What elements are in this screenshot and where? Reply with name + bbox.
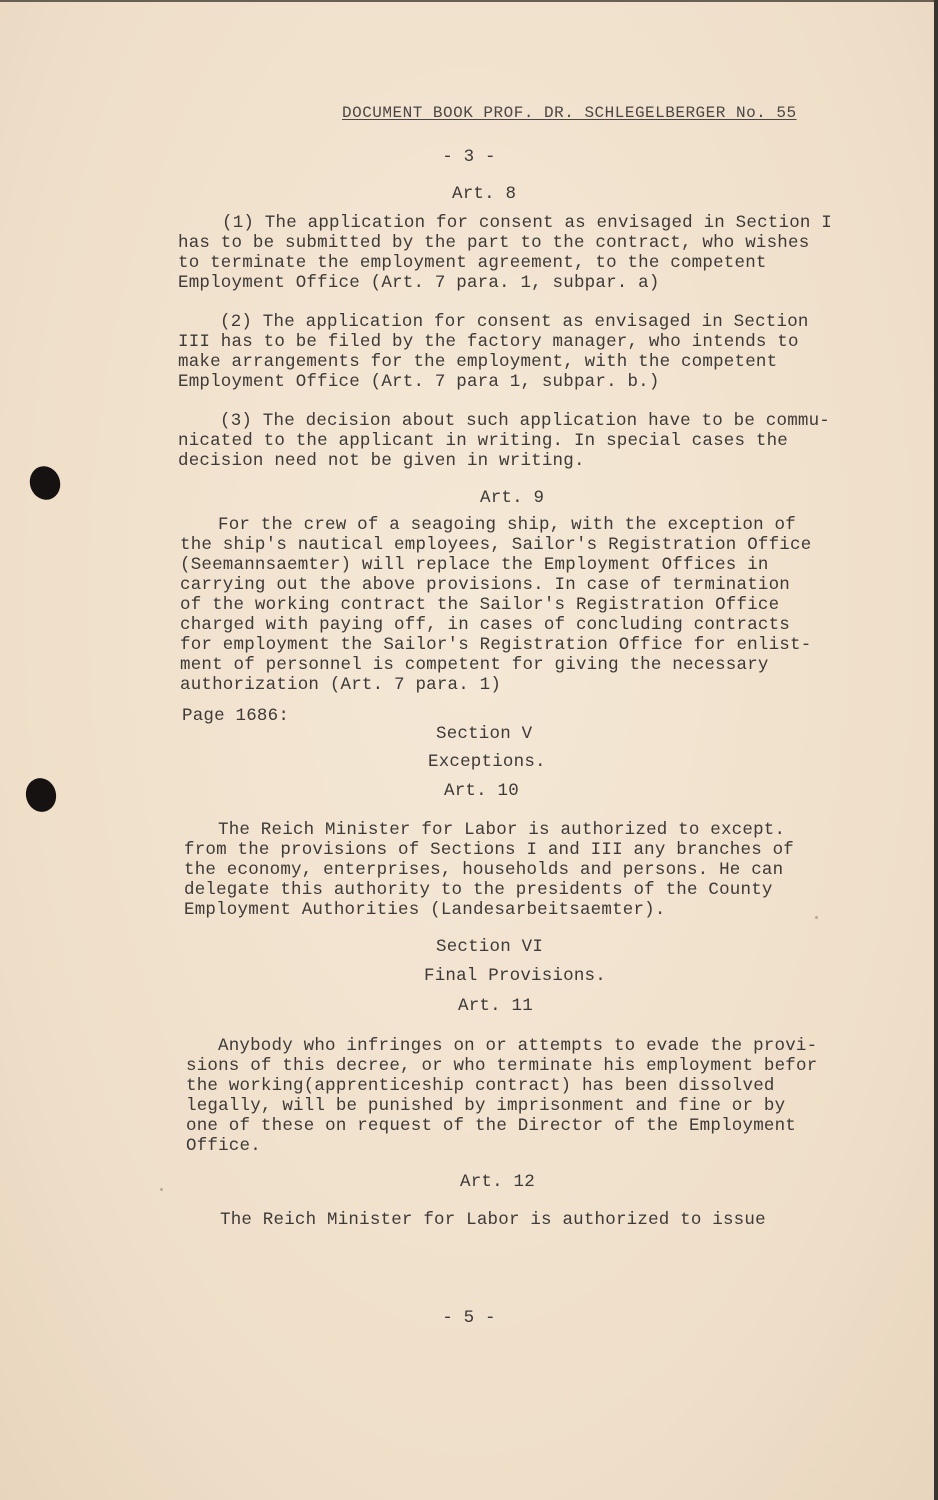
art9-line: (Seemannsaemter) will replace the Employment Offices in <box>180 555 769 575</box>
document-reference: DOCUMENT BOOK PROF. DR. SCHLEGELBERGER No. 55 <box>342 104 797 122</box>
art11-line: one of these on request of the Director of the Employment <box>186 1116 796 1136</box>
page-number-top: - 3 - <box>442 147 496 167</box>
art11-line: sions of this decree, or who terminate his employment befor <box>186 1056 818 1076</box>
art9-line: of the working contract the Sailor's Registration Office <box>180 595 780 615</box>
art8-para3-line: nicated to the applicant in writing. In special cases the <box>178 431 788 451</box>
art9-line: authorization (Art. 7 para. 1) <box>180 675 502 695</box>
art9-line: for employment the Sailor's Registration Office for enlist- <box>180 635 812 655</box>
art8-para2-line: Employment Office (Art. 7 para 1, subpar. b.) <box>178 372 660 392</box>
section5-heading: Section V <box>436 724 533 744</box>
art8-para1-line: has to be submitted by the part to the contract, who wishes <box>178 233 810 253</box>
page-top-edge <box>0 0 938 2</box>
art9-line: the ship's nautical employees, Sailor's Registration Office <box>180 535 812 555</box>
art11-line: Office. <box>186 1136 261 1156</box>
art8-para2-line: III has to be filed by the factory manager, who intends to <box>178 332 799 352</box>
art9-line: ment of personnel is competent for giving the necessary <box>180 655 769 675</box>
art12-line: The Reich Minister for Labor is authorized to issue <box>220 1210 766 1230</box>
art12-heading: Art. 12 <box>460 1172 535 1192</box>
art10-line: the economy, enterprises, households and persons. He can <box>184 860 784 880</box>
paper-speck <box>160 1188 163 1191</box>
art8-para3-line: (3) The decision about such application have to be commu- <box>220 411 830 431</box>
art10-heading: Art. 10 <box>444 781 519 801</box>
art8-para1-line: Employment Office (Art. 7 para. 1, subpar. a) <box>178 273 660 293</box>
section6-heading: Section VI <box>436 937 544 957</box>
art8-heading: Art. 8 <box>452 184 517 204</box>
paper-speck <box>815 916 818 919</box>
art10-line: from the provisions of Sections I and III any branches of <box>184 840 794 860</box>
art11-line: Anybody who infringes on or attempts to evade the provi- <box>218 1036 818 1056</box>
art11-line: legally, will be punished by imprisonment and fine or by <box>186 1096 786 1116</box>
art9-line: charged with paying off, in cases of concluding contracts <box>180 615 790 635</box>
art11-heading: Art. 11 <box>458 996 533 1016</box>
section5-subheading: Exceptions. <box>428 752 546 772</box>
art8-para1-line: (1) The application for consent as envisaged in Section I <box>222 213 832 233</box>
art9-line: carrying out the above provisions. In case of termination <box>180 575 790 595</box>
page-right-edge <box>934 0 938 1500</box>
art9-heading: Art. 9 <box>480 488 545 508</box>
section6-subheading: Final Provisions. <box>424 966 606 986</box>
art8-para2-line: (2) The application for consent as envisaged in Section <box>220 312 809 332</box>
art8-para1-line: to terminate the employment agreement, to the competent <box>178 253 767 273</box>
art9-line: For the crew of a seagoing ship, with the exception of <box>218 515 796 535</box>
art8-para2-line: make arrangements for the employment, with the competent <box>178 352 778 372</box>
art10-line: The Reich Minister for Labor is authorized to except. <box>218 820 786 840</box>
page-number-bottom: - 5 - <box>442 1308 496 1328</box>
page-reference: Page 1686: <box>182 706 290 726</box>
art10-line: delegate this authority to the presidents of the County <box>184 880 773 900</box>
art10-line: Employment Authorities (Landesarbeitsaemter). <box>184 900 666 920</box>
art8-para3-line: decision need not be given in writing. <box>178 451 585 471</box>
art11-line: the working(apprenticeship contract) has been dissolved <box>186 1076 775 1096</box>
